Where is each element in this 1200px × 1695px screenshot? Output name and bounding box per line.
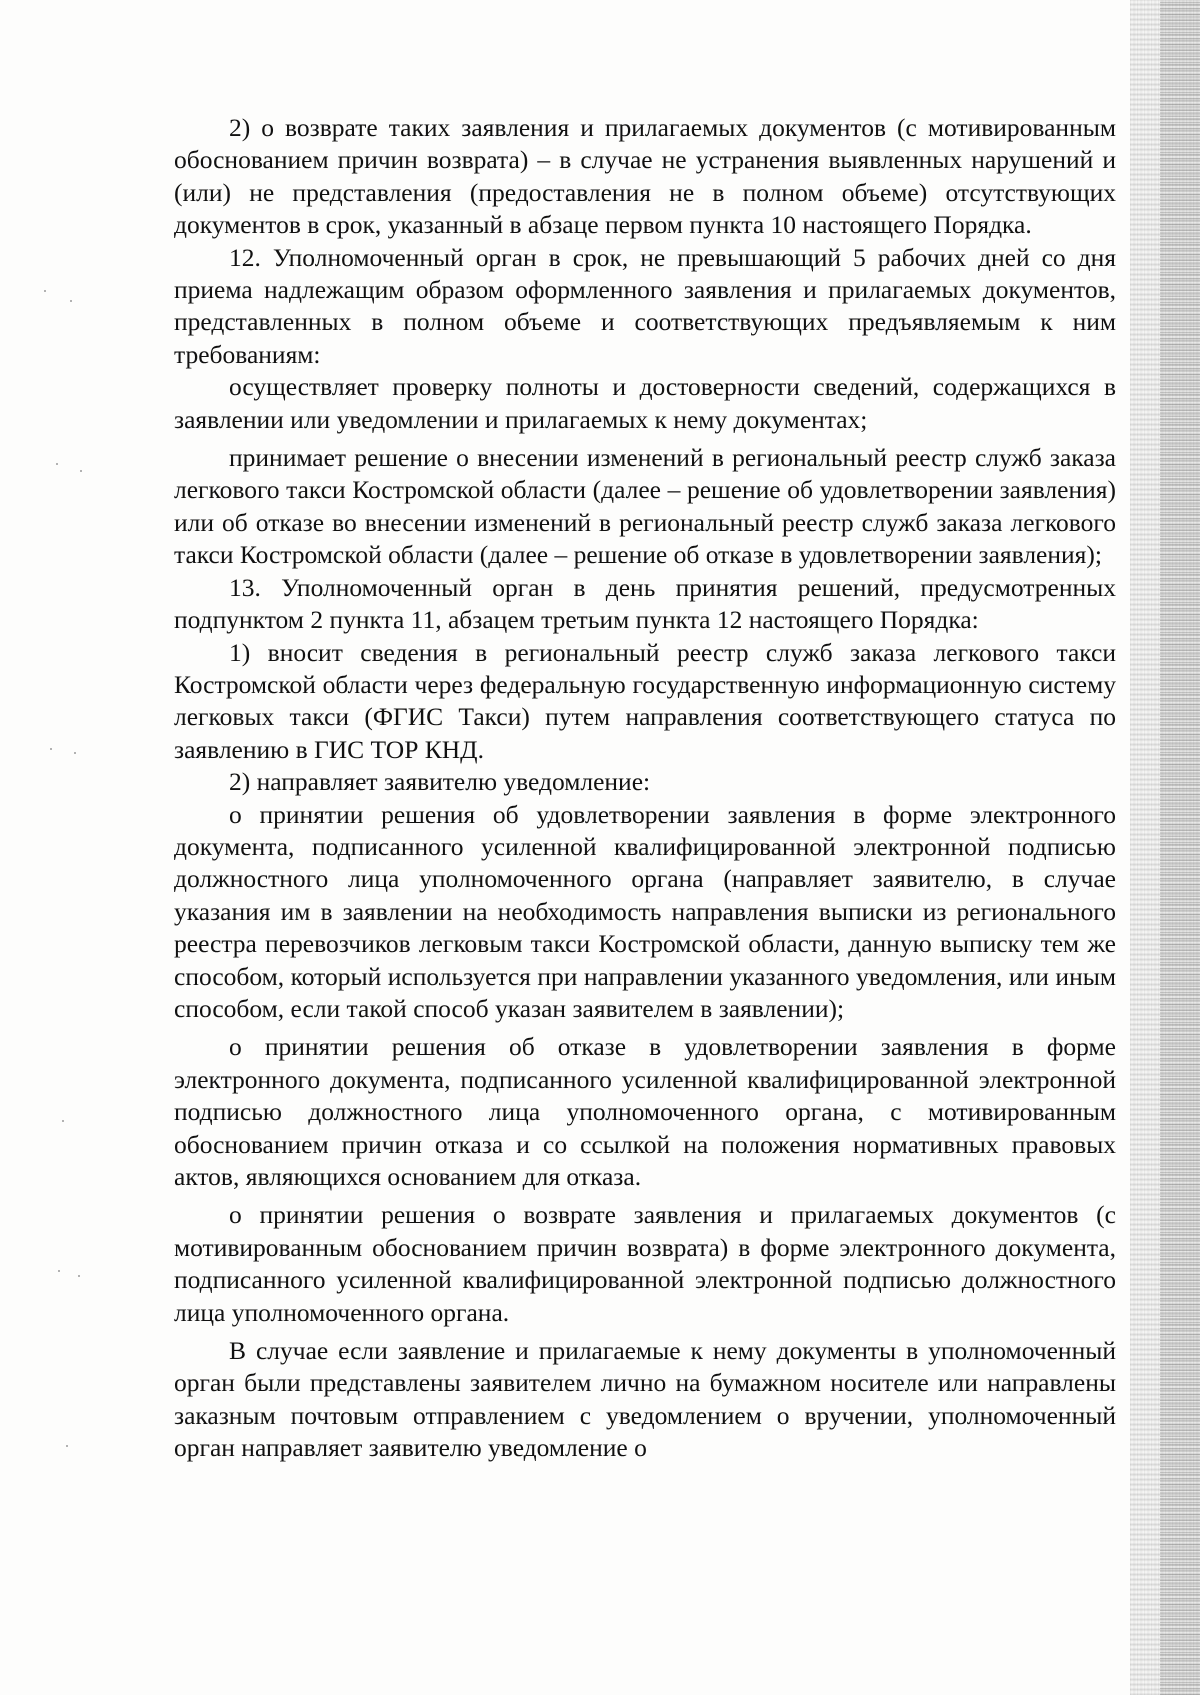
scan-speck bbox=[70, 300, 72, 302]
paragraph-notice-refusal: о принятии решения об отказе в удовлетворении заявления в форме электронного документа, подписанного усиленной квалифицированной электронной подписью должностного лица уполномоченного органа, с мотивированным обоснованием причин отказа и со ссылкой на положения нормативных правовых актов, являющихся основанием для отказа. bbox=[174, 1032, 1116, 1191]
scan-speck bbox=[78, 1275, 80, 1277]
scan-speck bbox=[58, 1270, 60, 1272]
scan-edge-noise-dark bbox=[1160, 0, 1200, 1695]
paragraph-12-check: осуществляет проверку полноты и достоверности сведений, содержащихся в заявлении или уведомлении и прилагаемых к нему документах; bbox=[174, 372, 1116, 434]
scan-specks bbox=[0, 0, 160, 1695]
paragraph-12: 12. Уполномоченный орган в срок, не превышающий 5 рабочих дней со дня приема надлежащим образом оформленного заявления и прилагаемых документов, представленных в полном объеме и соответствующих предъявляемым к ним требованиям: bbox=[174, 242, 1116, 369]
document-body bbox=[174, 112, 1116, 1465]
scan-speck bbox=[62, 1120, 64, 1122]
paragraph-return-decision: 2) о возврате таких заявления и прилагаемых документов (с мотивированным обоснованием причин возврата) – в случае не устранения выявленных нарушений и (или) не представления (предоставления не в полном объеме) отсутствующих документов в срок, указанный в абзаце первом пункта 10 настоящего Порядка. bbox=[174, 113, 1116, 240]
scan-speck bbox=[50, 748, 52, 750]
paragraph-notice-return: о принятии решения о возврате заявления и прилагаемых документов (с мотивированным обоснованием причин возврата) в форме электронного документа, подписанного усиленной квалифицированной электронной подписью должностного лица уполномоченного органа. bbox=[174, 1200, 1116, 1327]
scan-speck bbox=[80, 470, 82, 472]
paragraph-12-decision: принимает решение о внесении изменений в региональный реестр служб заказа легкового такси Костромской области (далее – решение об удовлетворении заявления) или об отказе во внесении изменений в региональный реестр служб заказа легкового такси Костромской области (далее – решение об отказе в удовлетворении заявления); bbox=[174, 443, 1116, 570]
scan-speck bbox=[74, 752, 76, 754]
paragraph-13-item-2: 2) направляет заявителю уведомление: bbox=[229, 767, 651, 797]
scan-speck bbox=[44, 290, 46, 292]
scan-speck bbox=[56, 463, 58, 465]
paragraph-13-item-1: 1) вносит сведения в региональный реестр служб заказа легкового такси Костромской области через федеральную государственную информационную систему легковых такси (ФГИС Такси) путем направления соответствующего статуса по заявлению в ГИС ТОР КНД. bbox=[174, 637, 1116, 764]
paragraph-13: 13. Уполномоченный орган в день принятия решений, предусмотренных подпунктом 2 пункта 11, абзацем третьим пункта 12 настоящего Порядка: bbox=[174, 572, 1116, 635]
paragraph-notice-approval: о принятии решения об удовлетворении заявления в форме электронного документа, подписанного усиленной квалифицированной электронной подписью должностного лица уполномоченного органа (направляет заявителю, в случае указания им в заявлении на необходимость направления выписки из регионального реестра перевозчиков легковым такси Костромской области, данную выписку тем же способом, который используется при направлении указанного уведомления, или иным способом, если такой способ указан заявителем в заявлении); bbox=[174, 799, 1116, 1023]
scan-speck bbox=[66, 1445, 68, 1447]
paragraph-paper-submission: В случае если заявление и прилагаемые к нему документы в уполномоченный орган были представлены заявителем лично на бумажном носителе или направлены заказным почтовым отправлением с уведомлением о вручении, уполномоченный орган направляет заявителю уведомление о bbox=[174, 1336, 1116, 1463]
